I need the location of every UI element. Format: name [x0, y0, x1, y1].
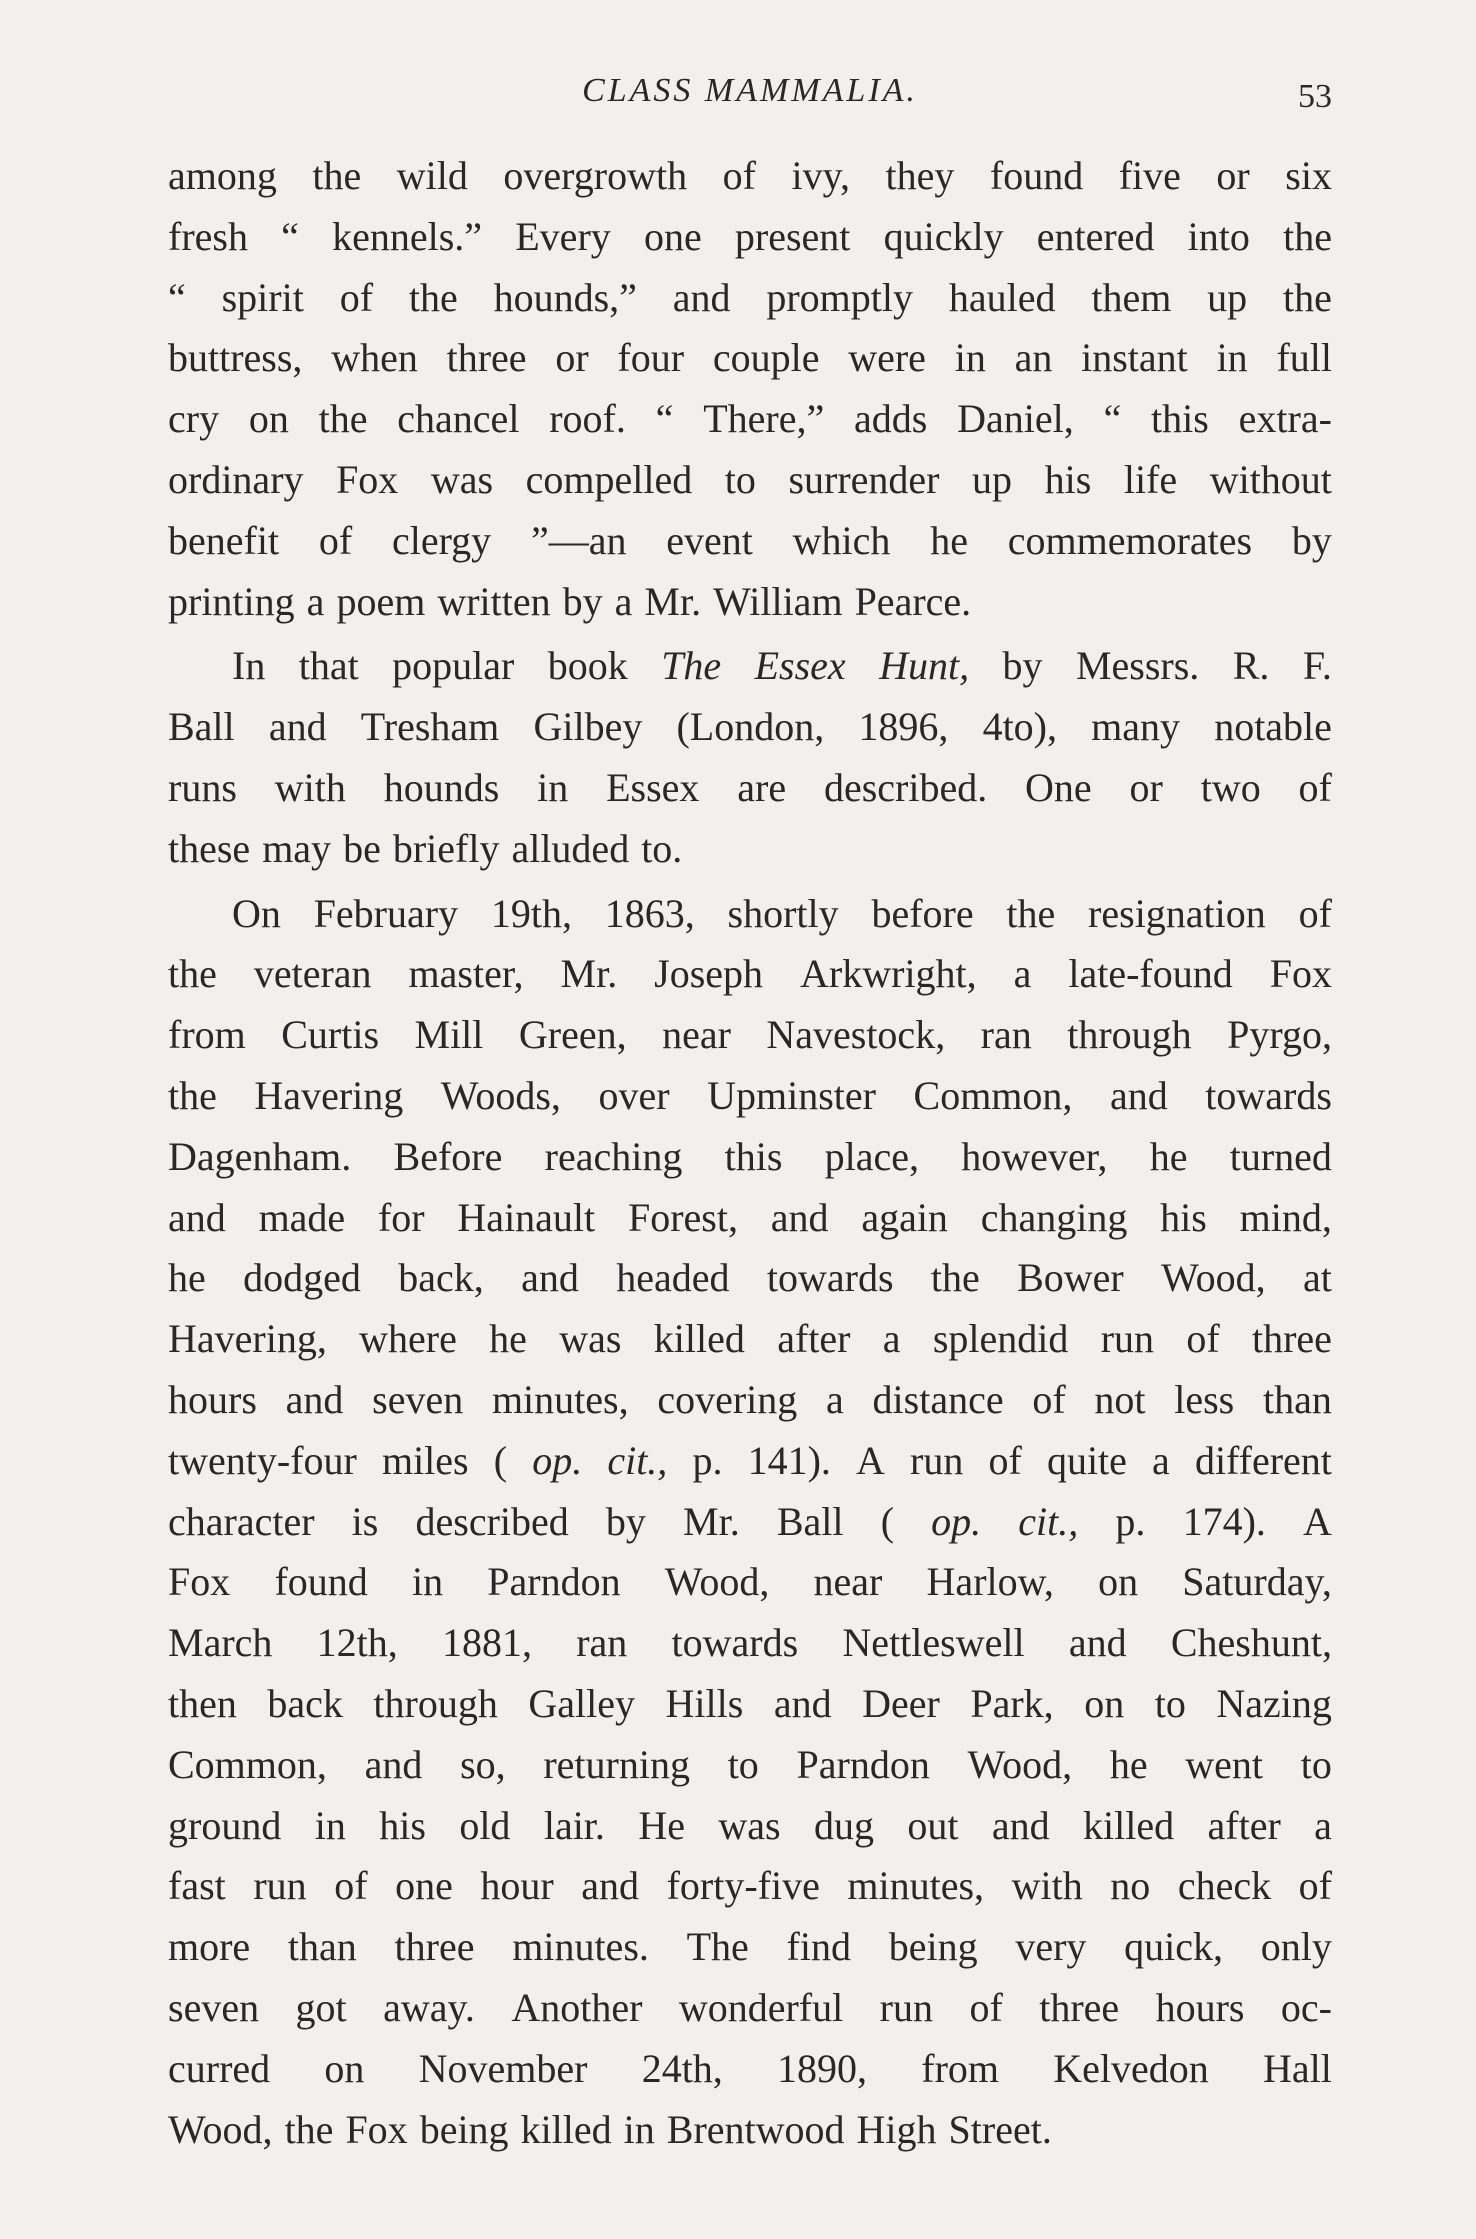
text-line: cry on the chancel roof. “ There,” adds Daniel, “ this extra-	[168, 396, 1332, 442]
text-line: Wood, the Fox being killed in Brentwood High Street.	[168, 2106, 1052, 2152]
text-line: March 12th, 1881, ran towards Nettleswell and Cheshunt,	[168, 1620, 1332, 1666]
text-line: among the wild overgrowth of ivy, they found five or six	[168, 153, 1332, 198]
text-line: and made for Hainault Forest, and again changing his mind,	[168, 1194, 1332, 1240]
text-line: benefit of clergy ”—an event which he commemorates by	[168, 517, 1332, 563]
text-line: Ball and Tresham Gilbey (London, 1896, 4to), many notable	[168, 704, 1332, 750]
text-line: In that popular book The Essex Hunt, by Messrs. R. F.	[232, 643, 1332, 689]
text-line: curred on November 24th, 1890, from Kelvedon Hall	[168, 2045, 1332, 2091]
running-title: CLASS MAMMALIA.	[582, 72, 918, 109]
text-line: printing a poem written by a Mr. William Pearce.	[168, 578, 972, 624]
text-line: ordinary Fox was compelled to surrender up his life without	[168, 456, 1332, 502]
text-line: twenty-four miles ( op. cit., p. 141). A run of quite a different	[168, 1437, 1332, 1483]
text-line: character is described by Mr. Ball ( op. cit., p. 174). A	[168, 1498, 1332, 1544]
text-line: Havering, where he was killed after a splendid run of three	[168, 1316, 1332, 1362]
running-head	[168, 62, 1332, 122]
text-line: hours and seven minutes, covering a distance of not less than	[168, 1376, 1332, 1422]
text-line: he dodged back, and headed towards the Bower Wood, at	[168, 1255, 1332, 1301]
text-line: Fox found in Parndon Wood, near Harlow, on Saturday,	[168, 1559, 1332, 1605]
text-line: fresh “ kennels.” Every one present quickly entered into the	[168, 213, 1332, 259]
text-line: then back through Galley Hills and Deer Park, on to Nazing	[168, 1680, 1332, 1726]
text-line: fast run of one hour and forty-five minutes, with no check of	[168, 1863, 1332, 1909]
text-line: buttress, when three or four couple were in an instant in full	[168, 335, 1332, 381]
paragraph	[168, 636, 1332, 879]
text-line: Common, and so, returning to Parndon Wood, he went to	[168, 1741, 1332, 1787]
page-number: 53	[1298, 78, 1332, 115]
text-line: more than three minutes. The find being very quick, only	[168, 1924, 1332, 1970]
text-line: ground in his old lair. He was dug out and killed after a	[168, 1802, 1332, 1848]
text-line: “ spirit of the hounds,” and promptly hauled them up the	[168, 274, 1332, 320]
text-line: from Curtis Mill Green, near Navestock, ran through Pyrgo,	[168, 1012, 1332, 1058]
body-text	[168, 146, 1332, 2160]
paragraph	[168, 146, 1332, 632]
text-line: On February 19th, 1863, shortly before the resignation of	[232, 890, 1332, 936]
text-line: runs with hounds in Essex are described. One or two of	[168, 764, 1332, 810]
paragraph	[168, 884, 1332, 2161]
text-line: the veteran master, Mr. Joseph Arkwright, a late-found Fox	[168, 951, 1332, 997]
text-line: the Havering Woods, over Upminster Common, and towards	[168, 1072, 1332, 1118]
text-line: Dagenham. Before reaching this place, however, he turned	[168, 1133, 1332, 1179]
text-line: these may be briefly alluded to.	[168, 825, 683, 871]
text-line: seven got away. Another wonderful run of three hours oc-	[168, 1984, 1332, 2030]
